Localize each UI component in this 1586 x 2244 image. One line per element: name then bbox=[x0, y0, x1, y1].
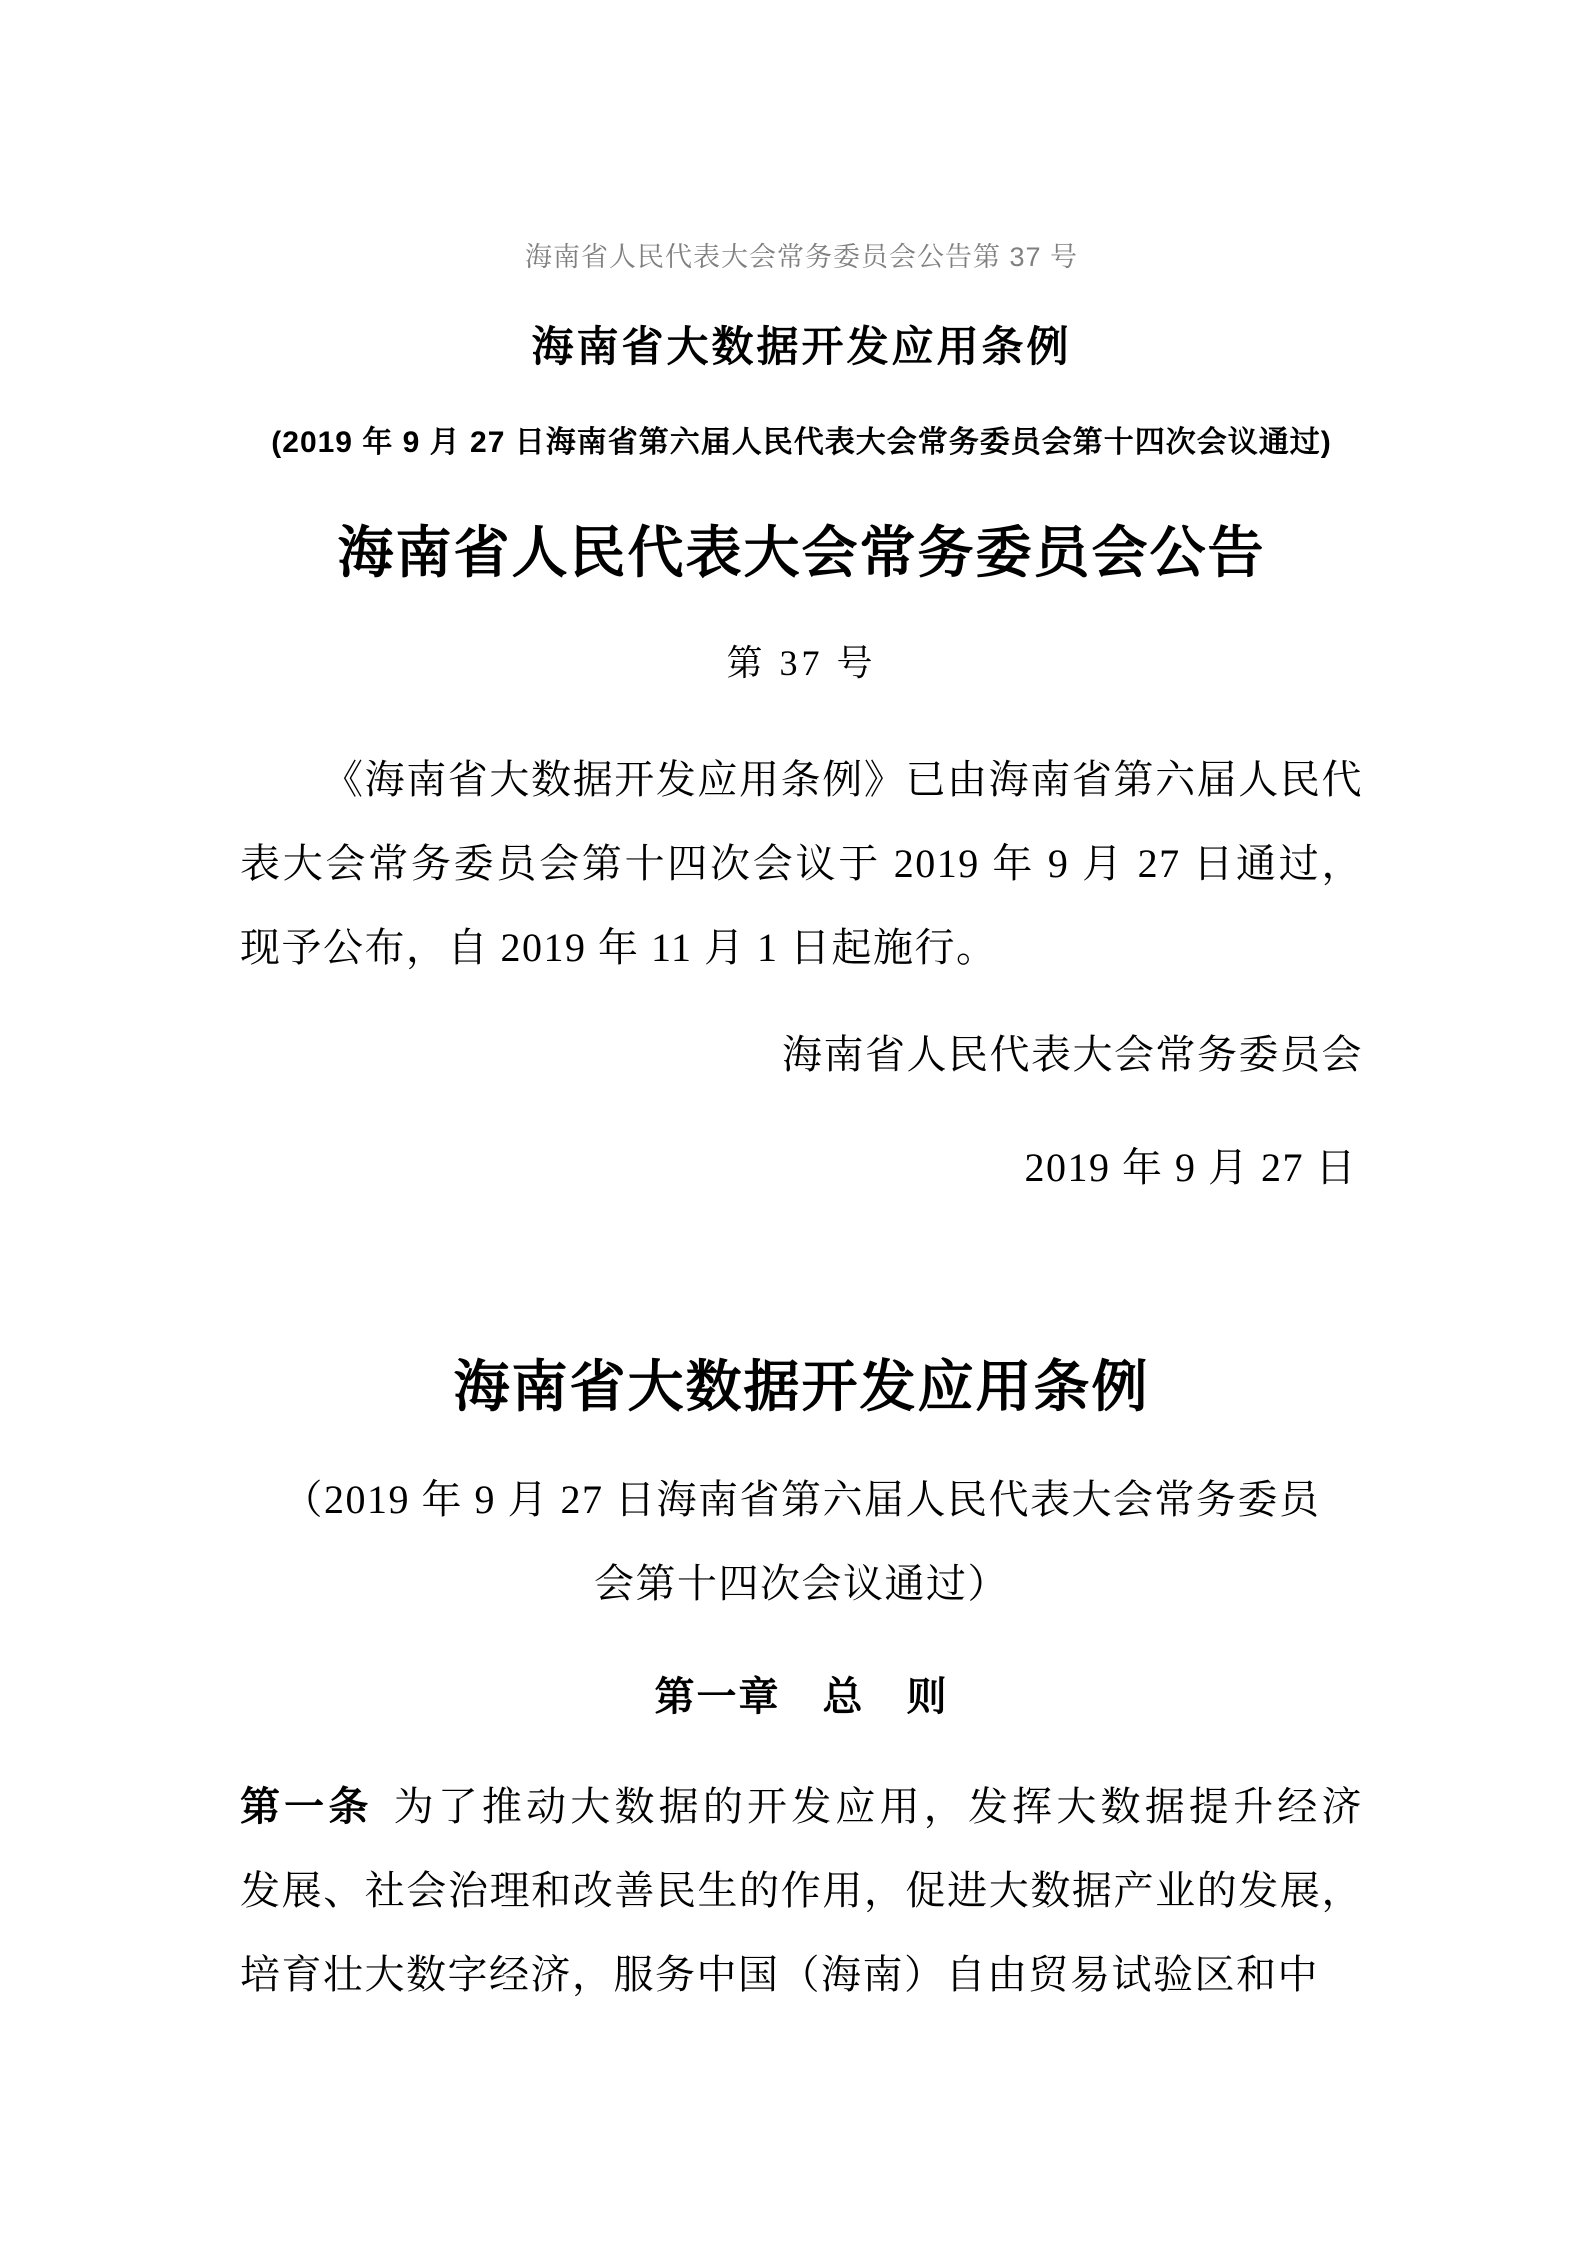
chapter-heading: 第一章 总 则 bbox=[654, 1675, 949, 1719]
signature-date: 2019 年 9 月 27 日 bbox=[1024, 1145, 1357, 1190]
passage-note-top: (2019 年 9 月 27 日海南省第六届人民代表大会常务委员会第十四次会议通过) bbox=[271, 426, 1332, 459]
meta-header: 海南省人民代表大会常务委员会公告第 37 号 bbox=[524, 242, 1079, 272]
article-1-line-2: 发展、社会治理和改善民生的作用，促进大数据产业的发展， bbox=[240, 1868, 1363, 1913]
signature: 海南省人民代表大会常务委员会 bbox=[782, 1032, 1363, 1077]
announcement-body-line-1: 《海南省大数据开发应用条例》已由海南省第六届人民代 bbox=[323, 757, 1363, 802]
law-passage-note-line-1: （2019 年 9 月 27 日海南省第六届人民代表大会常务委员 bbox=[282, 1477, 1321, 1522]
article-1-line-3: 培育壮大数字经济，服务中国（海南）自由贸易试验区和中 bbox=[240, 1952, 1319, 1997]
article-1-text: 为了推动大数据的开发应用，发挥大数据提升经济 bbox=[393, 1784, 1363, 1829]
law-title: 海南省大数据开发应用条例 bbox=[453, 1355, 1150, 1418]
law-passage-note bbox=[240, 1458, 1363, 1626]
announcement-number: 第 37 号 bbox=[726, 643, 877, 683]
law-title-small: 海南省大数据开发应用条例 bbox=[531, 323, 1072, 370]
announcement-title: 海南省人民代表大会常务委员会公告 bbox=[337, 521, 1266, 584]
announcement-body-line-3: 现予公布，自 2019 年 11 月 1 日起施行。 bbox=[240, 925, 998, 970]
article-number: 第一条 bbox=[240, 1785, 373, 1829]
article-1-line-1 bbox=[240, 1765, 1363, 1849]
announcement-body-line-2: 表大会常务委员会第十四次会议于 2019 年 9 月 27 日通过， bbox=[240, 841, 1363, 886]
announcement-body bbox=[240, 738, 1363, 990]
law-passage-note-line-2: 会第十四次会议通过） bbox=[594, 1561, 1009, 1606]
article-1 bbox=[240, 1765, 1363, 2017]
